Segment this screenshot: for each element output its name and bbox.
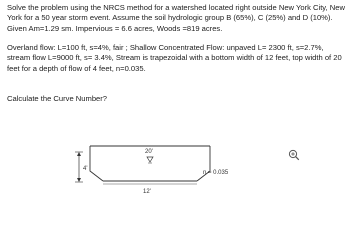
water-surface-symbol: [147, 157, 153, 162]
zoom-in-icon[interactable]: [288, 149, 300, 161]
depth-arrow-top: [77, 152, 81, 156]
flow-parameters: Overland flow: L=100 ft, s=4%, fair ; Shallow Concentrated Flow: unpaved L= 2300 ft, s=2.7%, stream flow L=9000 ft, s= 3.4%, Stream is trapezoidal with a bottom width of 12 feet, top width of 20 feet for a depth of flow of 4 feet, n=0.035.: [7, 43, 342, 73]
depth-label: 4': [83, 166, 88, 172]
bottom-width-label: 12': [143, 189, 151, 195]
depth-arrow-bottom: [77, 178, 81, 182]
channel-left-wall: [90, 146, 103, 181]
manning-n-label: n = 0.035: [203, 170, 229, 176]
top-width-label: 20': [145, 149, 153, 155]
question-text: Calculate the Curve Number?: [7, 94, 108, 103]
problem-statement: Solve the problem using the NRCS method for a watershed located right outside New York City, New York for a 50 year storm event. Assume the soil hydrologic group B (65%), C (25%) and D (10%). Given Am=1.29 sm. Impervious = 6.6 acres, Woods =819 acres.: [7, 3, 345, 33]
